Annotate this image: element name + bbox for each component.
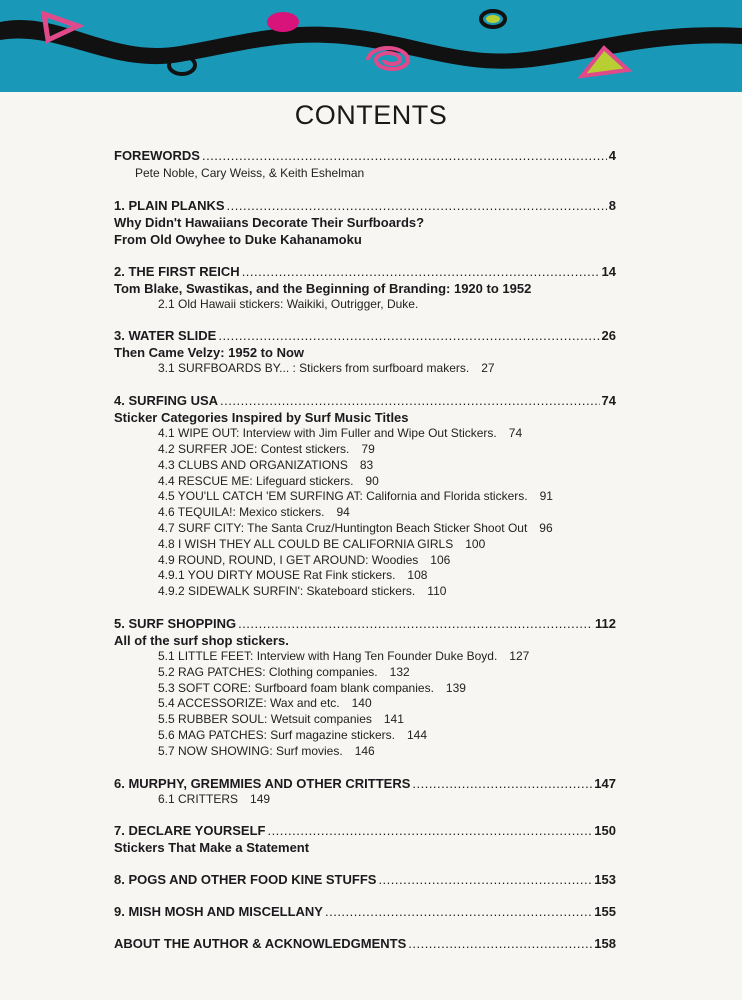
- item-label: 3.1 SURFBOARDS BY... : Stickers from surfboard makers.: [158, 361, 470, 376]
- toc-section-heading: [114, 328, 616, 344]
- toc-item: [114, 681, 616, 697]
- item-page-number: 144: [406, 727, 427, 742]
- section-title: 5. SURF SHOPPING: [114, 615, 237, 631]
- toc-section: [114, 328, 616, 377]
- toc-item: [114, 521, 616, 537]
- item-label: 4.1 WIPE OUT: Interview with Jim Fuller and Wipe Out Stickers.: [158, 426, 497, 441]
- section-title: 1. PLAIN PLANKS: [114, 197, 225, 213]
- section-page-number: 4: [608, 148, 616, 163]
- item-label: 5.3 SOFT CORE: Surfboard foam blank companies.: [158, 680, 434, 695]
- toc-item: [114, 489, 616, 505]
- item-page-number: 139: [445, 680, 466, 695]
- item-label: 5.4 ACCESSORIZE: Wax and etc.: [158, 696, 340, 711]
- toc-section-heading: [114, 264, 616, 280]
- item-page-number: 127: [509, 648, 530, 663]
- section-subtitle: Why Didn't Hawaiians Decorate Their Surfboards?: [114, 214, 425, 230]
- toc-item: [114, 458, 616, 474]
- item-page-number: 149: [250, 791, 271, 806]
- toc-section-heading: [114, 198, 616, 214]
- toc-item: [114, 712, 616, 728]
- item-page-number: 100: [465, 536, 486, 551]
- toc-item: [114, 474, 616, 490]
- item-label: 6.1 CRITTERS: [158, 791, 239, 806]
- toc-section-heading: [114, 904, 616, 920]
- item-label: 4.2 SURFER JOE: Contest stickers.: [158, 441, 350, 456]
- item-label: 5.6 MAG PATCHES: Surf magazine stickers.: [158, 727, 395, 742]
- toc-section-heading: [114, 148, 616, 164]
- toc-section: [114, 776, 616, 808]
- dot-leader: [242, 264, 600, 280]
- toc-item: [114, 442, 616, 458]
- table-of-contents: [114, 148, 616, 968]
- item-label: 4.9.2 SIDEWALK SURFIN': Skateboard stickers.: [158, 584, 416, 599]
- toc-section-heading: [114, 776, 616, 792]
- toc-section: [114, 198, 616, 248]
- item-page-number: 27: [481, 361, 495, 376]
- toc-section-heading: [114, 393, 616, 409]
- toc-section: [114, 823, 616, 856]
- magenta-dot-icon: [267, 12, 299, 32]
- toc-item: [114, 568, 616, 584]
- section-subtitle: From Old Owyhee to Duke Kahanamoku: [114, 231, 362, 247]
- toc-section-heading: [114, 872, 616, 888]
- dot-leader: [202, 148, 607, 164]
- toc-section: [114, 904, 616, 920]
- toc-item: [114, 728, 616, 744]
- toc-section-heading: [114, 616, 616, 632]
- toc-section: [114, 264, 616, 313]
- toc-item: [114, 361, 616, 377]
- decorative-banner: [0, 0, 742, 92]
- item-page-number: 140: [351, 696, 372, 711]
- item-page-number: 110: [427, 584, 447, 599]
- section-title: ABOUT THE AUTHOR & ACKNOWLEDGMENTS: [114, 936, 407, 952]
- section-subtitle: Tom Blake, Swastikas, and the Beginning of Branding: 1920 to 1952: [114, 280, 532, 296]
- section-page-number: 112: [595, 615, 616, 631]
- item-label: 4.7 SURF CITY: The Santa Cruz/Huntington Beach Sticker Shoot Out: [158, 520, 528, 535]
- toc-section: [114, 148, 616, 182]
- section-title: 7. DECLARE YOURSELF: [114, 823, 266, 839]
- section-page-number: 150: [594, 823, 616, 839]
- item-page-number: 79: [361, 441, 375, 456]
- item-label: 4.8 I WISH THEY ALL COULD BE CALIFORNIA GIRLS: [158, 536, 454, 551]
- dot-leader: [220, 393, 600, 409]
- item-page-number: 91: [539, 489, 553, 504]
- dot-leader: [218, 328, 599, 344]
- item-label: 4.6 TEQUILA!: Mexico stickers.: [158, 505, 325, 520]
- toc-item: [114, 537, 616, 553]
- section-title: 9. MISH MOSH AND MISCELLANY: [114, 904, 323, 920]
- section-page-number: 74: [601, 393, 616, 409]
- toc-item: [114, 649, 616, 665]
- item-label: 5.2 RAG PATCHES: Clothing companies.: [158, 664, 378, 679]
- item-label: 4.9.1 YOU DIRTY MOUSE Rat Fink stickers.: [158, 568, 396, 583]
- toc-section: [114, 616, 616, 760]
- section-subtitle: Sticker Categories Inspired by Surf Music Titles: [114, 410, 409, 426]
- item-label: 5.5 RUBBER SOUL: Wetsuit companies: [158, 712, 372, 727]
- item-label: 4.5 YOU'LL CATCH 'EM SURFING AT: California and Florida stickers.: [158, 489, 528, 504]
- item-page-number: 106: [430, 552, 451, 567]
- toc-item: [114, 744, 616, 760]
- section-title: 8. POGS AND OTHER FOOD KINE STUFFS: [114, 872, 377, 888]
- toc-section: [114, 936, 616, 952]
- item-page-number: 83: [359, 457, 374, 472]
- toc-section: [114, 393, 616, 600]
- section-title: 4. SURFING USA: [114, 393, 219, 409]
- item-label: 5.1 LITTLE FEET: Interview with Hang Ten Founder Duke Boyd.: [158, 648, 498, 663]
- toc-item: [114, 553, 616, 569]
- toc-section-heading: [114, 823, 616, 839]
- toc-section: [114, 872, 616, 888]
- dot-leader: [325, 904, 592, 920]
- toc-item: [114, 426, 616, 442]
- item-page-number: 94: [336, 505, 350, 520]
- dot-leader: [227, 198, 607, 214]
- section-title: 6. MURPHY, GREMMIES AND OTHER CRITTERS: [114, 775, 411, 791]
- section-page-number: 14: [601, 263, 616, 279]
- section-subtitle: Then Came Velzy: 1952 to Now: [114, 345, 305, 361]
- dot-leader: [238, 616, 593, 632]
- toc-item: [114, 584, 616, 600]
- toc-item: [114, 505, 616, 521]
- item-label: 4.9 ROUND, ROUND, I GET AROUND: Woodies: [158, 552, 419, 567]
- section-subtitle: Stickers That Make a Statement: [114, 840, 310, 856]
- toc-item: [114, 297, 616, 313]
- item-page-number: 108: [407, 568, 428, 583]
- dot-leader: [408, 936, 592, 952]
- dot-leader: [378, 872, 592, 888]
- section-page-number: 155: [594, 904, 616, 920]
- dot-leader: [267, 823, 592, 839]
- item-page-number: 96: [539, 520, 553, 535]
- section-subtitle: All of the surf shop stickers.: [114, 632, 289, 648]
- item-page-number: 74: [508, 426, 523, 441]
- toc-item: [114, 696, 616, 712]
- section-page-number: 158: [594, 936, 616, 952]
- item-label: 4.4 RESCUE ME: Lifeguard stickers.: [158, 473, 354, 488]
- section-page-number: 8: [608, 197, 616, 213]
- lime-ring-fill-icon: [486, 15, 500, 23]
- item-page-number: 141: [383, 712, 404, 727]
- page-title: CONTENTS: [294, 100, 448, 130]
- section-page-number: 153: [594, 872, 616, 888]
- item-page-number: 146: [354, 743, 375, 758]
- section-title: 3. WATER SLIDE: [114, 328, 217, 344]
- dot-leader: [412, 776, 592, 792]
- section-authors: Pete Noble, Cary Weiss, & Keith Eshelman: [135, 166, 365, 180]
- item-page-number: 90: [365, 473, 379, 488]
- toc-item: [114, 665, 616, 681]
- item-label: 2.1 Old Hawaii stickers: Waikiki, Outrigger, Duke.: [158, 296, 419, 311]
- item-page-number: 132: [389, 664, 410, 679]
- toc-item: [114, 792, 616, 808]
- section-title: FOREWORDS: [114, 148, 200, 163]
- item-label: 4.3 CLUBS AND ORGANIZATIONS: [158, 457, 348, 472]
- toc-section-heading: [114, 936, 616, 952]
- item-label: 5.7 NOW SHOWING: Surf movies.: [158, 743, 343, 758]
- section-page-number: 147: [594, 775, 616, 791]
- section-title: 2. THE FIRST REICH: [114, 263, 240, 279]
- section-page-number: 26: [601, 328, 616, 344]
